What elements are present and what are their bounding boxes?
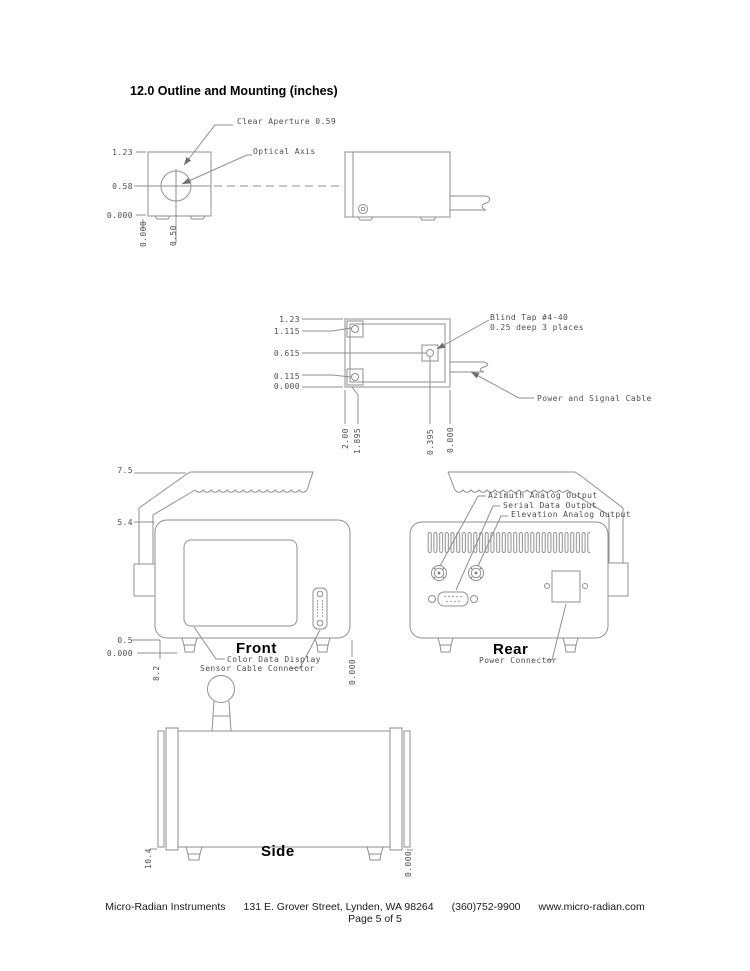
section-title: 12.0 Outline and Mounting (inches) <box>130 84 338 98</box>
dim-label: 0.000 <box>106 649 133 658</box>
front-view-drawing <box>132 472 352 668</box>
dim-label: 8.2 <box>152 665 161 681</box>
display-label: Color Data Display <box>227 655 321 664</box>
view-label-front: Front <box>236 640 277 657</box>
footer-phone: (360)752-9900 <box>451 901 521 913</box>
footer-company: Micro-Radian Instruments <box>105 901 226 913</box>
side-view-drawing <box>150 676 413 861</box>
cable-label: Power and Signal Cable <box>537 394 652 403</box>
dim-label: 0.000 <box>106 211 133 220</box>
elevation-output-label: Elevation Analog Output <box>511 510 631 519</box>
connector-label: Sensor Cable Connector <box>200 664 315 673</box>
dim-label: 1.23 <box>112 148 133 157</box>
dim-label: 0.615 <box>273 349 300 358</box>
dim-label: 5.4 <box>117 518 133 527</box>
dim-label: 0.000 <box>139 220 148 247</box>
footer-address: 131 E. Grover Street, Lynden, WA 98264 <box>243 901 434 913</box>
clear-aperture-label: Clear Aperture 0.59 <box>237 117 337 126</box>
sensor-side-drawing <box>345 152 490 220</box>
dim-label: 0.000 <box>273 382 300 391</box>
dim-label: 0.395 <box>426 428 435 455</box>
optical-axis-label: Optical Axis <box>253 147 316 156</box>
dim-label: 1.895 <box>353 427 362 454</box>
sensor-front-drawing <box>134 125 344 243</box>
serial-output-label: Serial Data Output <box>503 501 597 510</box>
footer-page-number: Page 5 of 5 <box>348 913 402 925</box>
dim-label: 0.000 <box>348 658 357 685</box>
dim-label: 10.4 <box>144 848 153 869</box>
dim-label: 7.5 <box>117 466 133 475</box>
blind-tap-label: 0.25 deep 3 places <box>490 323 584 332</box>
dim-label: 0.50 <box>169 225 178 246</box>
dim-label: 1.23 <box>279 315 300 324</box>
dim-label: 0.000 <box>404 850 413 877</box>
power-connector-label: Power Connector <box>479 656 558 665</box>
footer-website: www.micro-radian.com <box>538 901 645 913</box>
azimuth-output-label: Azimuth Analog Output <box>488 491 598 500</box>
vent-slots <box>427 532 590 553</box>
dim-label: 0.5 <box>117 636 133 645</box>
dim-label: 0.000 <box>446 426 455 453</box>
view-label-side: Side <box>261 843 295 860</box>
sensor-bottom-drawing <box>302 319 534 424</box>
view-label-rear: Rear <box>493 641 529 658</box>
blind-tap-label: Blind Tap #4-40 <box>490 313 569 322</box>
dim-label: 0.58 <box>112 182 133 191</box>
dim-label: 1.115 <box>273 327 300 336</box>
dim-label: 2.00 <box>341 428 350 449</box>
dim-label: 0.115 <box>273 372 300 381</box>
footer-contact-line <box>0 901 750 913</box>
